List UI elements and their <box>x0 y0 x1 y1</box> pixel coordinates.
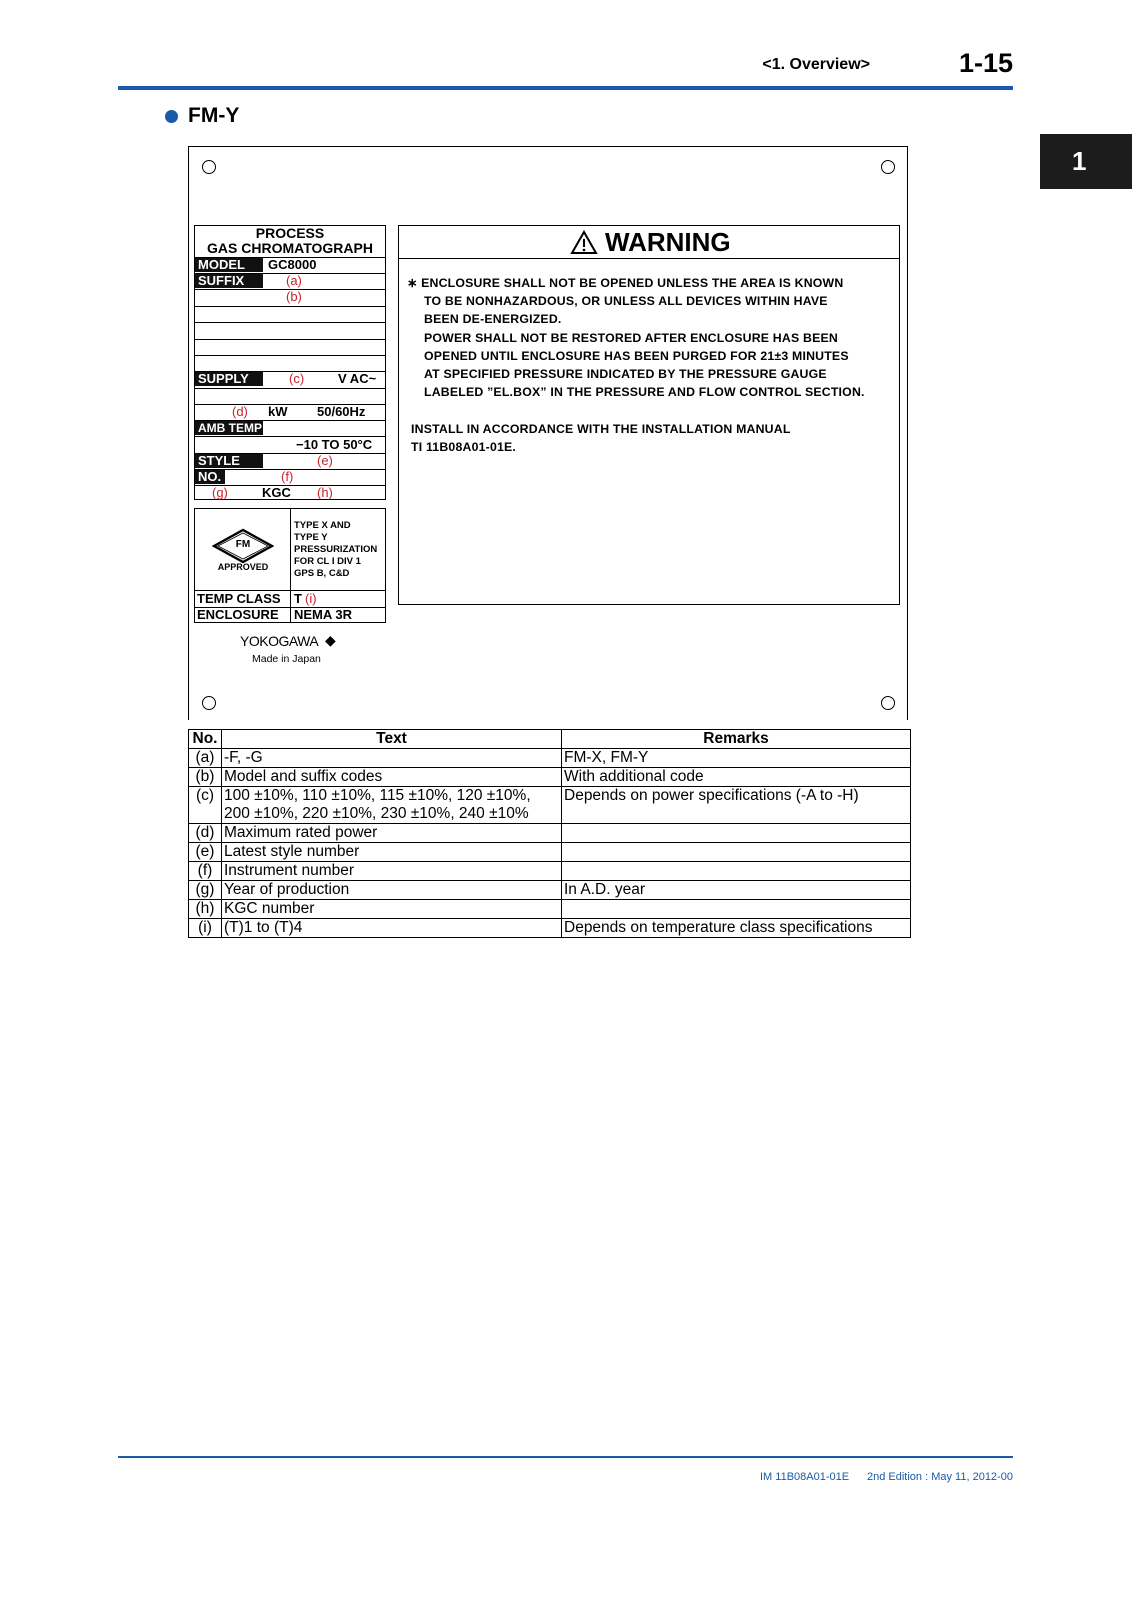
warning-text-line: LABELED ”EL.BOX” IN THE PRESSURE AND FLOW CONTROL SECTION. <box>424 385 865 399</box>
cell-remarks: In A.D. year <box>562 881 911 900</box>
label-kgc: KGC <box>262 485 291 500</box>
marker-b: (b) <box>286 289 302 304</box>
cell-text: Year of production <box>222 881 562 900</box>
page-number: 1-15 <box>958 48 1013 78</box>
fm-text-line: FOR CL I DIV 1 <box>294 556 361 567</box>
table-row <box>189 881 911 900</box>
fm-text-line: TYPE Y <box>294 532 328 543</box>
cell-no: (g) <box>189 881 222 900</box>
unit-vac: V AC~ <box>338 371 377 386</box>
temp-class-t: T <box>294 591 302 606</box>
warning-text-line: AT SPECIFIED PRESSURE INDICATED BY THE PRESSURE GAUGE <box>424 367 827 381</box>
label-supply: SUPPLY <box>195 372 263 386</box>
cell-remarks <box>562 824 911 843</box>
warning-text-line: OPENED UNTIL ENCLOSURE HAS BEEN PURGED FOR 21±3 MINUTES <box>424 349 849 363</box>
divider <box>194 388 386 389</box>
fm-text-line: GPS B, C&D <box>294 568 350 579</box>
cell-no: (b) <box>189 768 222 787</box>
model-value: GC8000 <box>268 257 317 272</box>
cell-text: Model and suffix codes <box>222 768 562 787</box>
marker-i: (i) <box>305 591 317 606</box>
unit-hz: 50/60Hz <box>317 404 366 419</box>
section-header: <1. Overview> <box>762 56 870 73</box>
label-process: PROCESS <box>255 225 325 241</box>
divider <box>398 258 900 259</box>
column-header-text: Text <box>222 730 562 749</box>
cell-text: Instrument number <box>222 862 562 881</box>
marker-h: (h) <box>317 485 333 500</box>
table-row <box>189 824 911 843</box>
marker-d: (d) <box>232 404 248 419</box>
cell-remarks: Depends on temperature class specifications <box>562 919 911 938</box>
marker-f: (f) <box>281 469 294 484</box>
cell-remarks: Depends on power specifications (-A to -H) <box>562 787 911 824</box>
footer-rule <box>118 1456 1013 1458</box>
cell-text-line: 100 ±10%, 110 ±10%, 115 ±10%, 120 ±10%, <box>224 787 531 804</box>
cell-remarks <box>562 862 911 881</box>
label-style: STYLE <box>195 454 263 468</box>
cell-no: (d) <box>189 824 222 843</box>
cell-remarks: With additional code <box>562 768 911 787</box>
section-title: FM-Y <box>188 104 240 127</box>
table-row <box>189 787 911 824</box>
cell-no: (h) <box>189 900 222 919</box>
divider <box>194 355 386 356</box>
unit-kw: kW <box>268 404 288 419</box>
marker-e: (e) <box>317 453 333 468</box>
header-rule <box>118 86 1013 90</box>
table-header-row <box>189 730 911 749</box>
cell-no: (c) <box>189 787 222 824</box>
cell-remarks <box>562 843 911 862</box>
amb-temp-value: −10 TO 50°C <box>296 437 373 452</box>
table-row <box>189 900 911 919</box>
cell-text: (T)1 to (T)4 <box>222 919 562 938</box>
footer-edition: 2nd Edition : May 11, 2012-00 <box>867 1471 1013 1483</box>
fm-logo-text: FM <box>235 539 251 550</box>
label-model: MODEL <box>195 258 263 272</box>
cell-no: (a) <box>189 749 222 768</box>
warning-text-line: BEEN DE-ENERGIZED. <box>424 312 562 326</box>
column-header-remarks: Remarks <box>562 730 911 749</box>
cell-no: (i) <box>189 919 222 938</box>
label-approved: APPROVED <box>217 562 269 572</box>
marker-legend-table <box>188 729 911 938</box>
label-temp-class: TEMP CLASS <box>197 591 281 606</box>
mounting-hole-icon <box>881 696 895 710</box>
divider <box>194 306 386 307</box>
column-header-no: No. <box>189 730 222 749</box>
bullet-icon <box>165 110 178 123</box>
warning-title: WARNING <box>605 227 731 257</box>
table-row <box>189 843 911 862</box>
label-suffix: SUFFIX <box>195 274 263 288</box>
fm-approval-text <box>294 520 377 580</box>
warning-text-line: ∗ ENCLOSURE SHALL NOT BE OPENED UNLESS THE AREA IS KNOWN <box>407 276 844 290</box>
cell-text: Maximum rated power <box>222 824 562 843</box>
warning-text-line: POWER SHALL NOT BE RESTORED AFTER ENCLOSURE HAS BEEN <box>424 331 838 345</box>
cell-remarks <box>562 900 911 919</box>
install-text-line: INSTALL IN ACCORDANCE WITH THE INSTALLATION MANUAL <box>411 422 791 436</box>
divider <box>290 508 291 623</box>
label-amb-temp: AMB TEMP <box>195 421 263 435</box>
cell-text: -F, -G <box>222 749 562 768</box>
install-text-line: TI 11B08A01-01E. <box>411 440 517 454</box>
marker-a: (a) <box>286 273 302 288</box>
mounting-hole-icon <box>202 696 216 710</box>
mounting-hole-icon <box>202 160 216 174</box>
fm-text-line: TYPE X AND <box>294 520 351 531</box>
warning-text-line: TO BE NONHAZARDOUS, OR UNLESS ALL DEVICES WITHIN HAVE <box>424 294 828 308</box>
label-product: GAS CHROMATOGRAPH <box>207 240 373 256</box>
mounting-hole-icon <box>881 160 895 174</box>
cell-text-line: 200 ±10%, 220 ±10%, 230 ±10%, 240 ±10% <box>224 805 529 822</box>
marker-g: (g) <box>212 485 228 500</box>
cell-text: Latest style number <box>222 843 562 862</box>
warning-triangle-icon <box>570 230 598 255</box>
cell-remarks: FM-X, FM-Y <box>562 749 911 768</box>
chapter-tab: 1 <box>1040 134 1132 189</box>
marker-c: (c) <box>289 371 305 386</box>
cell-no: (f) <box>189 862 222 881</box>
divider <box>194 322 386 323</box>
label-enclosure: ENCLOSURE <box>197 607 279 622</box>
made-in: Made in Japan <box>252 653 321 665</box>
footer-doc-id: IM 11B08A01-01E <box>760 1471 850 1483</box>
enclosure-value: NEMA 3R <box>294 607 353 622</box>
cell-text <box>222 787 562 824</box>
table-row <box>189 862 911 881</box>
table-row <box>189 768 911 787</box>
label-no: NO. <box>195 470 225 484</box>
brand-diamond-icon: ◆ <box>325 632 336 648</box>
table-row <box>189 919 911 938</box>
table-row <box>189 749 911 768</box>
cell-no: (e) <box>189 843 222 862</box>
brand-name: YOKOGAWA <box>240 633 319 649</box>
cell-text: KGC number <box>222 900 562 919</box>
fm-text-line: PRESSURIZATION <box>294 544 378 555</box>
divider <box>194 339 386 340</box>
